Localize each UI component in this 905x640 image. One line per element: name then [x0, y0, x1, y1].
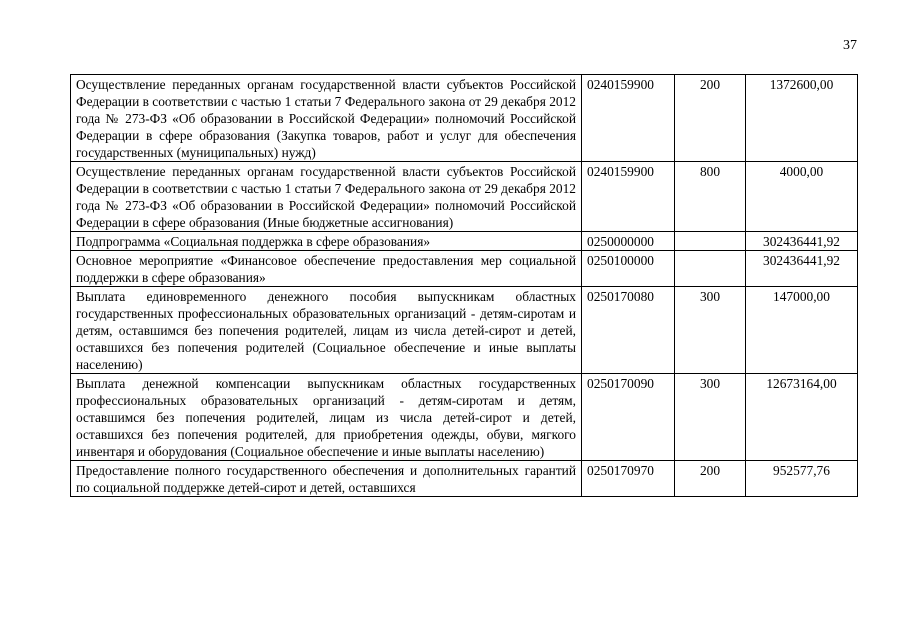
table-row: [71, 461, 858, 497]
table-row: [71, 287, 858, 374]
row-description: Осуществление переданных органам государственной власти субъектов Российской Федерации в соответствии с частью 1 статьи 7 Федерального закона от 29 декабря 2012 года № 273-ФЗ «Об образовании в Российской Федерации» полномочий Российской Федерации в сфере образования (Закупка товаров, работ и услуг для обеспечения государственных (муниципальных) нужд): [71, 75, 582, 162]
row-expense-type: [675, 251, 746, 287]
row-code: 0250100000: [582, 251, 675, 287]
row-expense-type: [675, 232, 746, 251]
row-amount: 147000,00: [746, 287, 858, 374]
row-description: Подпрограмма «Социальная поддержка в сфере образования»: [71, 232, 582, 251]
row-amount: 12673164,00: [746, 374, 858, 461]
row-code: 0250170970: [582, 461, 675, 497]
row-description: Выплата единовременного денежного пособия выпускникам областных государственных профессиональных образовательных организаций - детям-сиротам и детям, оставшимся без попечения родителей, лицам из числа детей-сирот и детей, оставшихся без попечения родителей (Социальное обеспечение и иные выплаты населению): [71, 287, 582, 374]
row-amount: 952577,76: [746, 461, 858, 497]
row-expense-type: 200: [675, 75, 746, 162]
table-row: [71, 232, 858, 251]
row-amount: 302436441,92: [746, 251, 858, 287]
budget-table: [70, 74, 858, 497]
row-description: Предоставление полного государственного обеспечения и дополнительных гарантий по социальной поддержке детей-сирот и детей, оставшихся: [71, 461, 582, 497]
row-code: 0250170090: [582, 374, 675, 461]
row-code: 0240159900: [582, 75, 675, 162]
page-number: 37: [843, 38, 857, 53]
row-amount: 1372600,00: [746, 75, 858, 162]
row-code: 0240159900: [582, 162, 675, 232]
table-row: [71, 75, 858, 162]
table-row: [71, 374, 858, 461]
row-expense-type: 800: [675, 162, 746, 232]
table-row: [71, 162, 858, 232]
row-description: Основное мероприятие «Финансовое обеспечение предоставления мер социальной поддержки в сфере образования»: [71, 251, 582, 287]
row-amount: 4000,00: [746, 162, 858, 232]
row-code: 0250000000: [582, 232, 675, 251]
table-row: [71, 251, 858, 287]
row-expense-type: 200: [675, 461, 746, 497]
row-expense-type: 300: [675, 374, 746, 461]
row-description: Осуществление переданных органам государственной власти субъектов Российской Федерации в соответствии с частью 1 статьи 7 Федерального закона от 29 декабря 2012 года № 273-ФЗ «Об образовании в Российской Федерации» полномочий Российской Федерации в сфере образования (Иные бюджетные ассигнования): [71, 162, 582, 232]
row-code: 0250170080: [582, 287, 675, 374]
row-description: Выплата денежной компенсации выпускникам областных государственных профессиональных образовательных организаций - детям-сиротам и детям, оставшимся без попечения родителей, лицам из числа детей-сирот и детей, оставшихся без попечения родителей, для приобретения одежды, обуви, мягкого инвентаря и оборудования (Социальное обеспечение и иные выплаты населению): [71, 374, 582, 461]
row-expense-type: 300: [675, 287, 746, 374]
row-amount: 302436441,92: [746, 232, 858, 251]
